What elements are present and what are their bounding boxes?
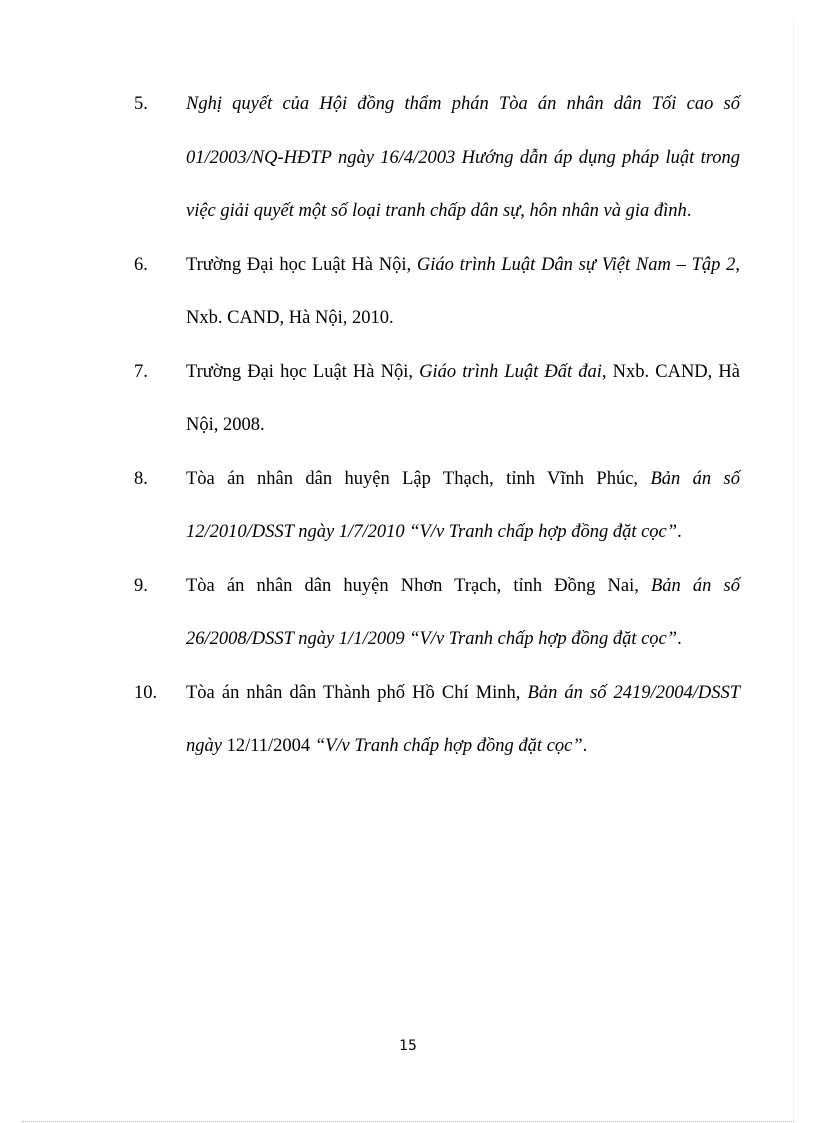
reference-item: [134, 239, 740, 346]
reference-text: .: [677, 629, 682, 649]
reference-title-text: Nghị quyết của Hội đồng thẩm phán Tòa án nhân dân Tối cao số 01/2003/NQ-HĐTP ngày 16/4/2003 Hướng dẫn áp dụng pháp luật trong việc giải quyết một số loại tranh chấp dân sự, hôn nhân và gia đình: [186, 94, 740, 221]
reference-title-text: Giáo trình Luật Đất đai: [419, 361, 602, 382]
reference-text: 12/11/2004: [221, 736, 315, 756]
reference-text: Trường Đại học Luật Hà Nội,: [186, 254, 417, 275]
reference-text: .: [677, 522, 682, 542]
reference-item: [134, 560, 740, 667]
reference-item: [134, 453, 740, 560]
reference-number: 10.: [134, 682, 158, 703]
reference-title-text: “V/v Tranh chấp hợp đồng đặt cọc”: [314, 736, 583, 756]
reference-text: , Nxb. CAND, Hà Nội, 2008.: [186, 361, 740, 435]
reference-title-text: Bản án số 2419/2004/DSST ngày: [186, 682, 740, 756]
reference-title-text: Bản án số 26/2008/DSST ngày 1/1/2009 “V/v Tranh chấp hợp đồng đặt cọc”: [186, 575, 740, 649]
reference-text: .: [582, 736, 588, 756]
reference-text: , Nxb. CAND, Hà Nội, 2010.: [186, 254, 740, 328]
reference-number: 6.: [134, 254, 148, 275]
reference-text: Tòa án nhân dân huyện Nhơn Trạch, tỉnh Đồng Nai,: [186, 575, 651, 596]
reference-text: .: [686, 201, 692, 221]
reference-number: 8.: [134, 468, 148, 489]
reference-text: Tòa án nhân dân huyện Lập Thạch, tỉnh Vĩnh Phúc,: [186, 468, 651, 489]
reference-text: Trường Đại học Luật Hà Nội,: [186, 361, 420, 382]
reference-item: [134, 346, 740, 453]
reference-list: [134, 78, 740, 774]
reference-number: 5.: [134, 94, 148, 114]
reference-number: 9.: [134, 575, 148, 596]
reference-item: [134, 667, 740, 774]
reference-text: Tòa án nhân dân Thành phố Hồ Chí Minh,: [186, 682, 528, 703]
reference-title-text: Bản án số 12/2010/DSST ngày 1/7/2010 “V/v Tranh chấp hợp đồng đặt cọc”: [186, 468, 741, 542]
page-bottom-edge: [22, 1121, 794, 1122]
reference-title-text: Giáo trình Luật Dân sự Việt Nam – Tập 2: [416, 254, 736, 275]
page-right-edge: [793, 20, 794, 1121]
reference-item: [134, 78, 740, 239]
page-number: 15: [399, 1038, 417, 1054]
reference-number: 7.: [134, 361, 148, 382]
